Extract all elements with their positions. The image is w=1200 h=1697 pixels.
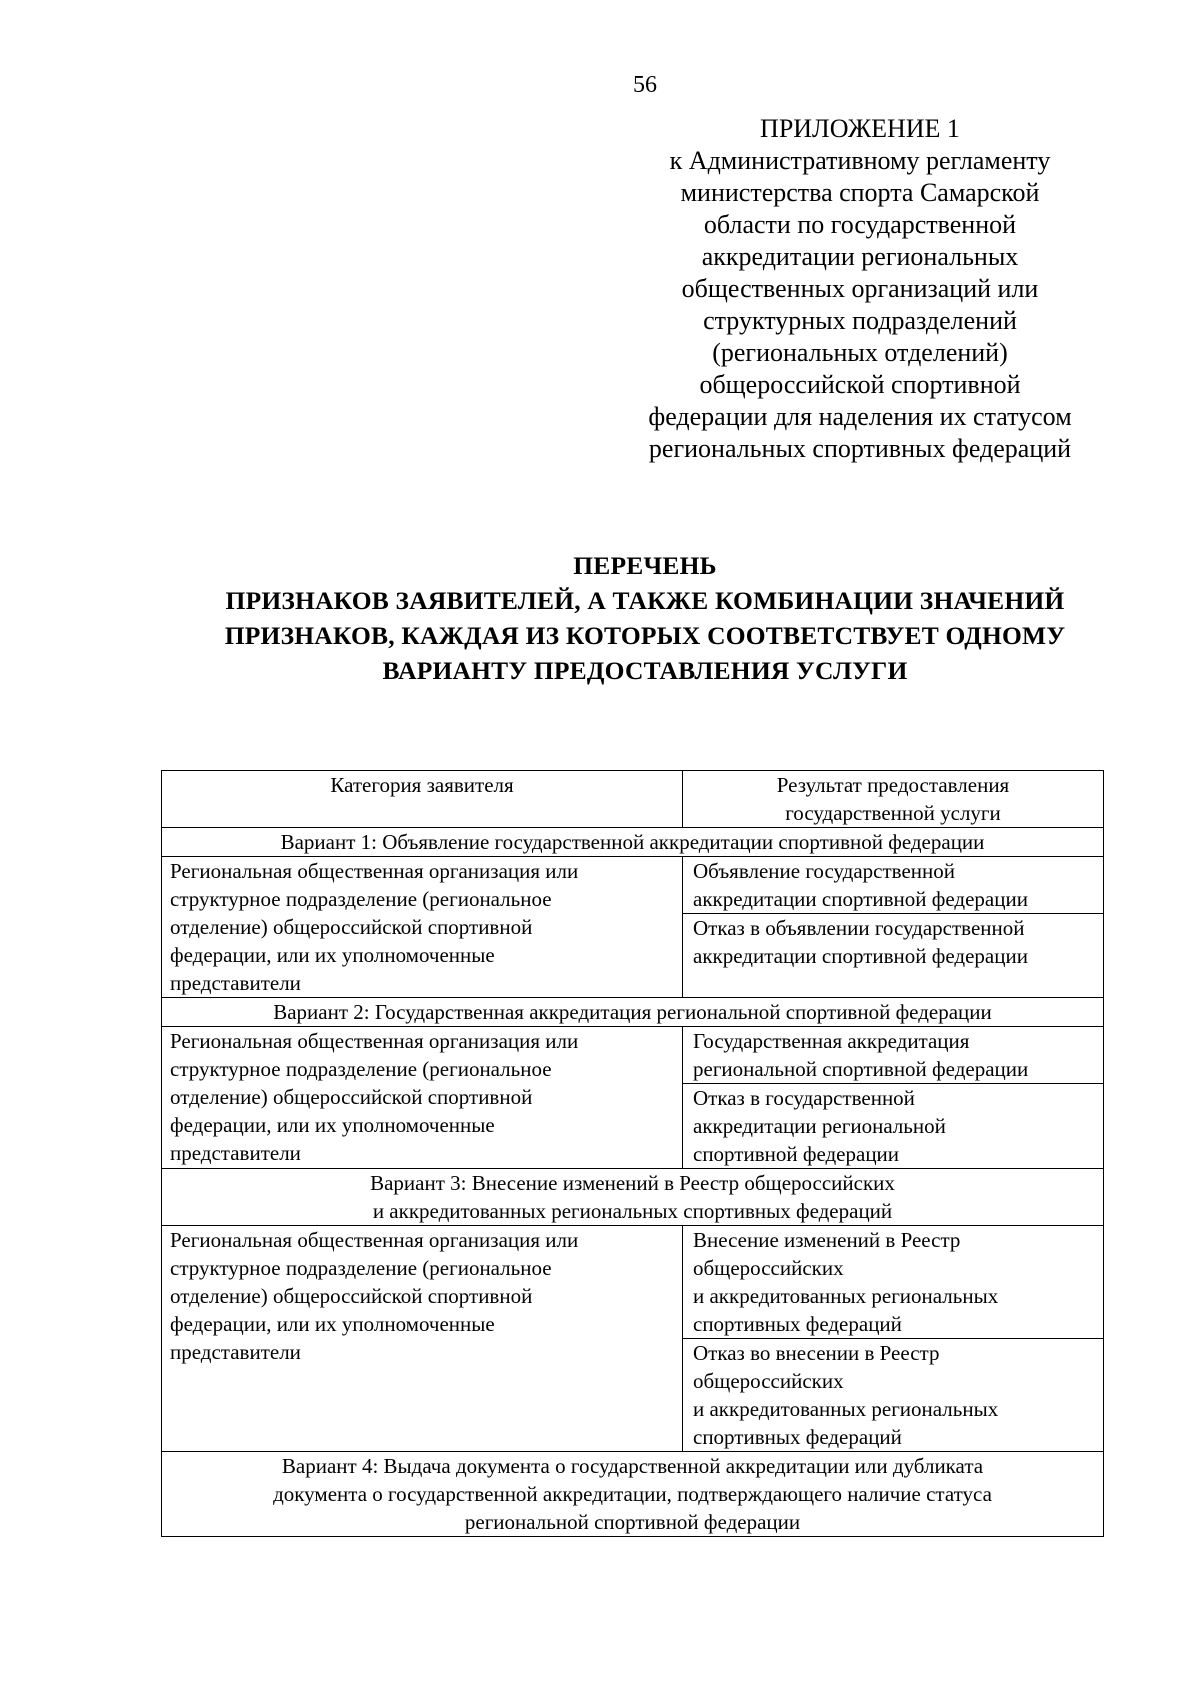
- variant-4-title: Вариант 4: Выдача документа о государственной аккредитации или дубликата документа о государственной аккредитации, подтверждающего наличие статуса региональной спортивной федерации: [162, 1452, 1104, 1537]
- appendix-line: к Административному регламенту: [669, 146, 1051, 175]
- appendix-line: общественных организаций или: [681, 274, 1039, 303]
- table-row: [162, 857, 1104, 998]
- result-cell: [683, 857, 1104, 998]
- variant-1-title: Вариант 1: Объявление государственной аккредитации спортивной федерации: [162, 828, 1104, 857]
- result-cell: [683, 1027, 1104, 1169]
- appendix-line: министерства спорта Самарской: [680, 178, 1040, 207]
- appendix-heading: ПРИЛОЖЕНИЕ 1: [760, 114, 960, 143]
- variant-2-title: Вариант 2: Государственная аккредитация региональной спортивной федерации: [162, 998, 1104, 1027]
- page-number: 56: [633, 72, 657, 98]
- appendix-line: общероссийской спортивной: [699, 370, 1021, 399]
- header-result: Результат предоставления государственной услуги: [683, 771, 1104, 828]
- result-item: Отказ в объявлении государственной аккредитации спортивной федерации: [683, 913, 1103, 970]
- table-row: [162, 1027, 1104, 1169]
- result-item: Отказ во внесении в Реестр общероссийских и аккредитованных региональных спортивных федераций: [683, 1338, 1103, 1451]
- header-category: Категория заявителя: [162, 771, 683, 828]
- title-line: ПЕРЕЧЕНЬ: [573, 551, 717, 580]
- applicant-category-cell: Региональная общественная организация или структурное подразделение (региональное отделение) общероссийской спортивной федерации, или их уполномоченные представители: [162, 1027, 683, 1169]
- applicant-category-cell: Региональная общественная организация или структурное подразделение (региональное отделение) общероссийской спортивной федерации, или их уполномоченные представители: [162, 1226, 683, 1452]
- result-cell: [683, 1226, 1104, 1452]
- result-item: Отказ в государственной аккредитации региональной спортивной федерации: [683, 1083, 1103, 1168]
- variant-3-title: Вариант 3: Внесение изменений в Реестр общероссийских и аккредитованных региональных спортивных федераций: [162, 1169, 1104, 1226]
- variant-row: [162, 1169, 1104, 1226]
- appendix-line: (региональных отделений): [712, 338, 1008, 367]
- table-row: [162, 1226, 1104, 1452]
- variants-table: [161, 770, 1104, 1537]
- variant-row: [162, 998, 1104, 1027]
- appendix-line: региональных спортивных федераций: [648, 434, 1072, 463]
- result-item: Объявление государственной аккредитации спортивной федерации: [693, 859, 1028, 911]
- variant-row: [162, 1452, 1104, 1537]
- appendix-line: аккредитации региональных: [701, 242, 1019, 271]
- applicant-category-cell: Региональная общественная организация или структурное подразделение (региональное отделение) общероссийской спортивной федерации, или их уполномоченные представители: [162, 857, 683, 998]
- result-item: Государственная аккредитация региональной спортивной федерации: [693, 1029, 1029, 1081]
- appendix-line: федерации для наделения их статусом: [648, 402, 1072, 431]
- variant-row: [162, 828, 1104, 857]
- result-item: Внесение изменений в Реестр общероссийских и аккредитованных региональных спортивных федераций: [693, 1228, 999, 1336]
- appendix-line: структурных подразделений: [703, 306, 1017, 335]
- table-header-row: [162, 771, 1104, 828]
- appendix-block: [620, 113, 1100, 465]
- title-line: ПРИЗНАКОВ ЗАЯВИТЕЛЕЙ, А ТАКЖЕ КОМБИНАЦИИ ЗНАЧЕНИЙ: [225, 586, 1065, 615]
- document-title: [60, 548, 1200, 688]
- title-line: ПРИЗНАКОВ, КАЖДАЯ ИЗ КОТОРЫХ СООТВЕТСТВУЕТ ОДНОМУ: [224, 621, 1066, 650]
- appendix-line: области по государственной: [703, 210, 1017, 239]
- title-line: ВАРИАНТУ ПРЕДОСТАВЛЕНИЯ УСЛУГИ: [382, 656, 908, 685]
